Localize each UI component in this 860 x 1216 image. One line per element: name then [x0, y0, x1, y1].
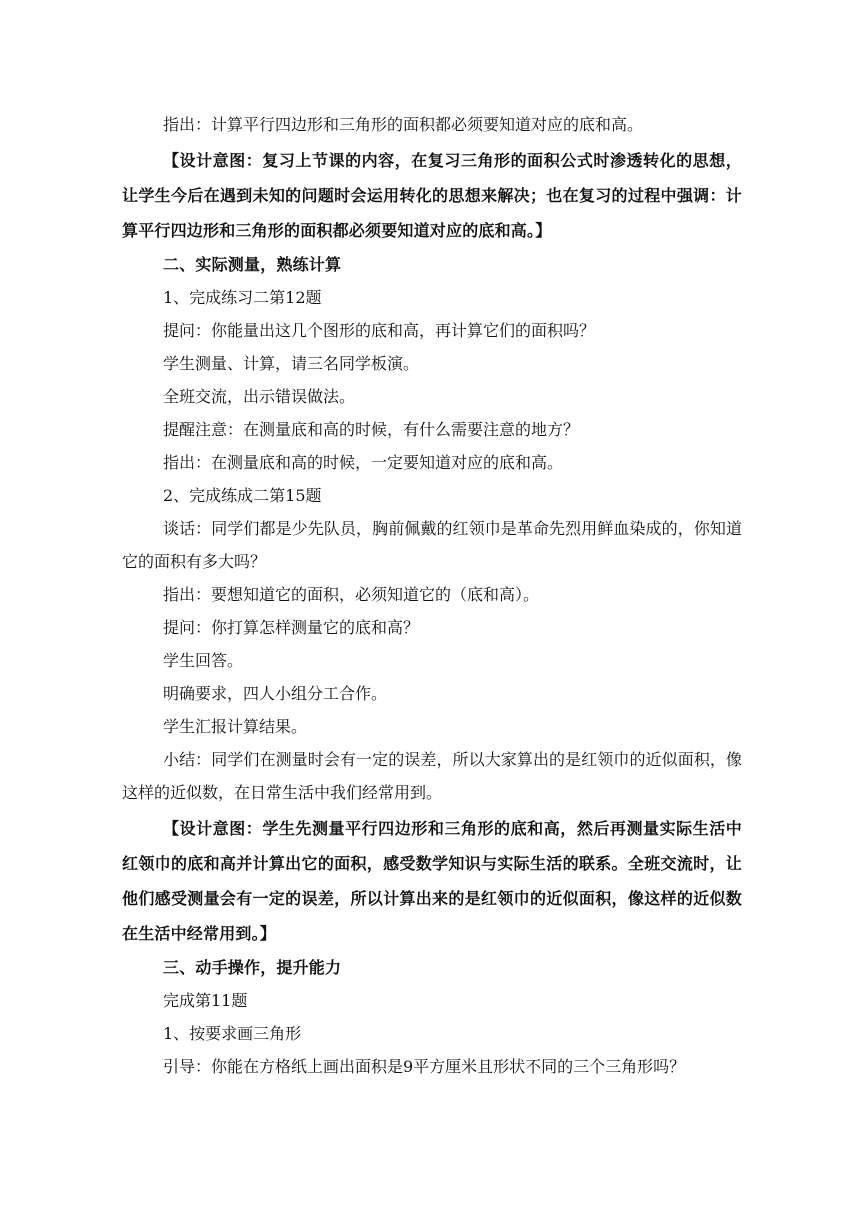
- document-body: [122, 108, 742, 1083]
- paragraph-guide: 引导：你能在方格纸上画出面积是9平方厘米且形状不同的三个三角形吗？: [163, 1057, 686, 1076]
- paragraph-student-answer: 学生回答。: [163, 651, 244, 670]
- section-heading-2: 二、实际测量，熟练计算: [163, 255, 342, 274]
- paragraph-question-2: 提问：你打算怎样测量它的底和高？: [163, 618, 420, 637]
- paragraph-talk: 谈话：同学们都是少先队员，胸前佩戴的红领巾是革命先烈用鲜血染成的，你知道它的面积有多大吗？: [122, 519, 742, 571]
- paragraph-requirement: 明确要求，四人小组分工合作。: [163, 684, 388, 703]
- design-intent-1: 【设计意图：复习上节课的内容，在复习三角形的面积公式时渗透转化的思想，让学生今后在遇到未知的问题时会运用转化的思想来解决；也在复习的过程中强调：计算平行四边形和三角形的面积都必须要知道对应的底和高。】: [122, 151, 742, 240]
- paragraph-summary: 小结：同学们在测量时会有一定的误差，所以大家算出的是红领巾的近似面积，像这样的近似数，在日常生活中我们经常用到。: [122, 750, 742, 802]
- design-intent-2: 【设计意图：学生先测量平行四边形和三角形的底和高，然后再测量实际生活中红领巾的底和高并计算出它的面积，感受数学知识与实际生活的联系。全班交流时，让他们感受测量会有一定的误差，所以计算出来的是红领巾的近似面积，像这样的近似数在生活中经常用到。】: [122, 819, 742, 943]
- paragraph-point-out-1: 指出：计算平行四边形和三角形的面积都必须要知道对应的底和高。: [163, 115, 644, 134]
- paragraph-student-measure: 学生测量、计算，请三名同学板演。: [163, 354, 420, 373]
- paragraph-point-out-3: 指出：要想知道它的面积，必须知道它的（底和高）。: [163, 585, 540, 604]
- paragraph-point-out-2: 指出：在测量底和高的时候，一定要知道对应的底和高。: [163, 453, 564, 472]
- exercise-item-12: 1、完成练习二第12题: [163, 288, 322, 307]
- paragraph-report: 学生汇报计算结果。: [163, 717, 308, 736]
- paragraph-question-1: 提问：你能量出这几个图形的底和高，再计算它们的面积吗？: [163, 321, 596, 340]
- section-heading-3: 三、动手操作，提升能力: [163, 958, 342, 977]
- exercise-item-11: 完成第11题: [163, 991, 248, 1010]
- exercise-item-15: 2、完成练成二第15题: [163, 486, 322, 505]
- task-draw-triangle: 1、按要求画三角形: [163, 1024, 302, 1043]
- paragraph-reminder: 提醒注意：在测量底和高的时候，有什么需要注意的地方？: [163, 420, 580, 439]
- paragraph-class-exchange: 全班交流，出示错误做法。: [163, 387, 356, 406]
